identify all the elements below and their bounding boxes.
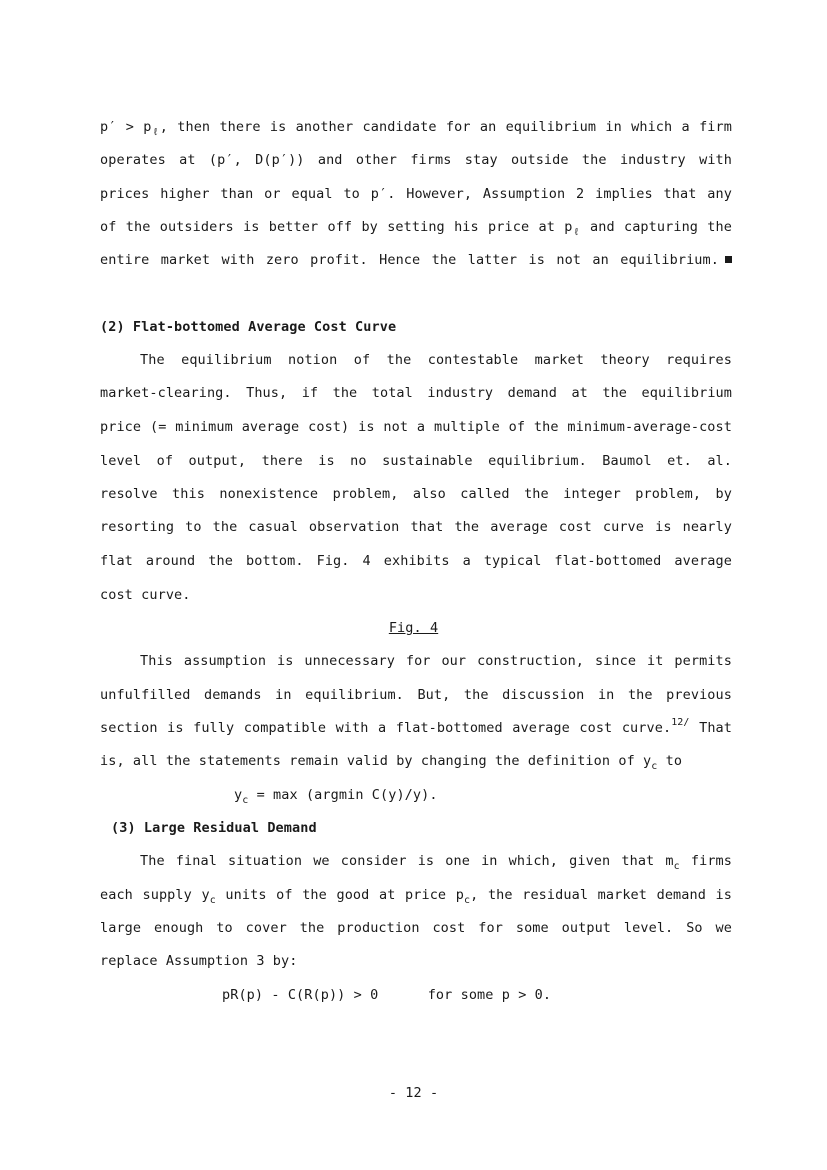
footnote-12-marker: 12/ bbox=[671, 717, 690, 728]
section3-line-2: each supply $y_c$ units of the good at price $p_c$, the residual market demand is bbox=[100, 887, 733, 906]
section2-line-2: market-clearing. Thus, if the total industry demand at the equilibrium bbox=[100, 385, 732, 401]
para1-line-5: entire market with zero profit. Hence the latter is not an equilibrium. bbox=[100, 251, 732, 269]
para1-line-3: prices higher than or equal to p′. However, Assumption 2 implies that any bbox=[100, 186, 732, 202]
end-of-proof-icon bbox=[725, 256, 732, 263]
para1-line-2: operates at (p′, D(p′)) and other firms stay outside the industry with bbox=[100, 152, 732, 168]
section3-line-4: replace Assumption 3 by: bbox=[100, 953, 298, 969]
section2-p2-line-2: unfulfilled demands in equilibrium. But, the discussion in the previous bbox=[100, 687, 732, 703]
section2-p2-line-3: section is fully compatible with a flat-bottomed average cost curve.$^{12/}$ That bbox=[100, 717, 733, 736]
section2-p2-line-4: is, all the statements remain valid by changing the definition of $y_c$ to bbox=[100, 753, 683, 772]
section-3-heading: (3) Large Residual Demand bbox=[111, 820, 317, 836]
section2-line-5: resolve this nonexistence problem, also called the integer problem, by bbox=[100, 486, 732, 502]
section-2-heading: (2) Flat-bottomed Average Cost Curve bbox=[100, 319, 397, 335]
section3-line-3: large enough to cover the production cost for some output level. So we bbox=[100, 920, 732, 936]
page-number: - 12 - bbox=[388, 1085, 439, 1101]
para1-line-4: of the outsiders is better off by setting his price at $p_\ell$ and capturing the bbox=[100, 219, 732, 238]
section2-line-3: price (= minimum average cost) is not a multiple of the minimum-average-cost bbox=[100, 419, 732, 435]
section2-line-8: cost curve. bbox=[100, 587, 191, 603]
section2-p2-line-1: This assumption is unnecessary for our construction, since it permits bbox=[140, 653, 732, 669]
section2-line-1: The equilibrium notion of the contestable market theory requires bbox=[140, 352, 732, 368]
section2-line-4: level of output, there is no sustainable equilibrium. Baumol et. al. bbox=[100, 453, 732, 469]
equation-residual-demand: pR(p) - C(R(p)) > 0 for some p > 0. bbox=[222, 987, 552, 1003]
figure-4-label: Fig. 4 bbox=[388, 620, 439, 636]
section2-line-6: resorting to the casual observation that the average cost curve is nearly bbox=[100, 519, 732, 535]
section2-line-7: flat around the bottom. Fig. 4 exhibits a typical flat-bottomed average bbox=[100, 553, 732, 569]
section3-line-1: The final situation we consider is one in which, given that $m_c$ firms bbox=[140, 853, 733, 872]
equation-yc: $y_c = \max (argmin$ C(y)/y). bbox=[234, 787, 438, 806]
para1-line-1: $p' > p_\ell$, then there is another candidate for an equilibrium in which a firm bbox=[100, 119, 732, 138]
